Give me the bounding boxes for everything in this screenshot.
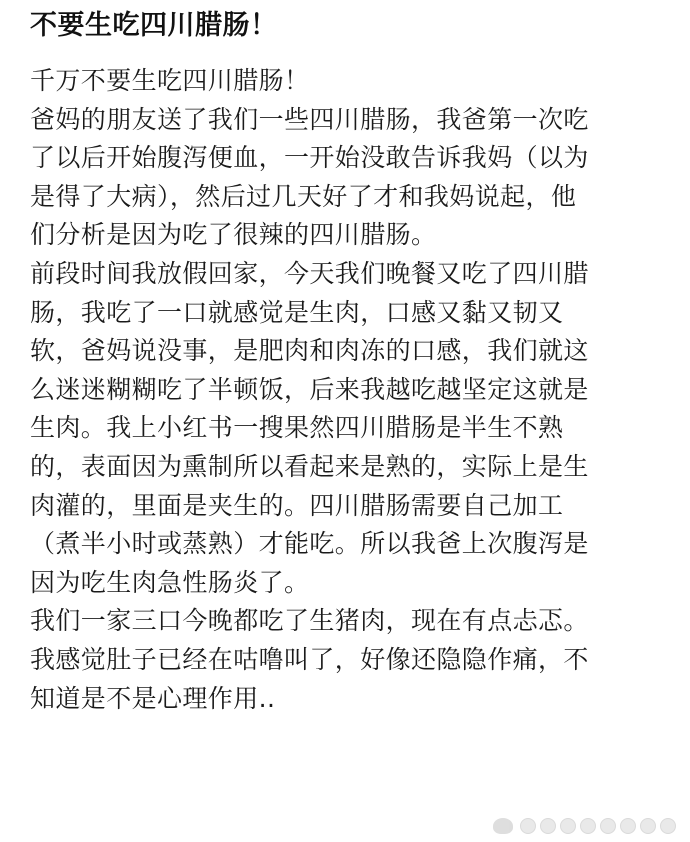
watermark-dot-icon <box>640 818 656 834</box>
body-line: 么迷迷糊糊吃了半顿饭，后来我越吃越坚定这就是 <box>30 374 589 404</box>
body-line: 因为吃生肉急性肠炎了。 <box>30 567 310 597</box>
body-line: 生肉。我上小红书一搜果然四川腊肠是半生不熟 <box>30 413 564 443</box>
watermark-dot-icon <box>520 818 536 834</box>
body-line: 是得了大病），然后过几天好了才和我妈说起，他 <box>30 181 577 211</box>
post-body <box>30 62 670 718</box>
body-line: 前段时间我放假回家，今天我们晚餐又吃了四川腊 <box>30 258 589 288</box>
body-line: 我感觉肚子已经在咕噜叫了，好像还隐隐作痛，不 <box>30 644 589 674</box>
body-line: 肉灌的，里面是夹生的。四川腊肠需要自己加工 <box>30 490 564 520</box>
post-title: 不要生吃四川腊肠！ <box>30 10 278 41</box>
body-line: 爸妈的朋友送了我们一些四川腊肠，我爸第一次吃 <box>30 104 589 134</box>
body-line: 们分析是因为吃了很辣的四川腊肠。 <box>30 220 437 250</box>
post-paragraph <box>30 62 670 718</box>
weibo-watermark <box>493 818 676 834</box>
watermark-dot-icon <box>560 818 576 834</box>
watermark-dot-icon <box>660 818 676 834</box>
watermark-dot-icon <box>600 818 616 834</box>
watermark-dot-icon <box>620 818 636 834</box>
watermark-dot-icon <box>540 818 556 834</box>
body-line: 千万不要生吃四川腊肠！ <box>30 66 310 95</box>
body-line: 了以后开始腹泻便血，一开始没敢告诉我妈（以为 <box>30 143 589 173</box>
body-line: （煮半小时或蒸熟）才能吃。所以我爸上次腹泻是 <box>30 529 589 559</box>
body-line: 知道是不是心理作用.. <box>30 683 276 713</box>
weibo-logo-icon <box>493 818 513 834</box>
body-line: 软，爸妈说没事，是肥肉和肉冻的口感，我们就这 <box>30 336 589 366</box>
body-line: 的，表面因为熏制所以看起来是熟的，实际上是生 <box>30 451 589 481</box>
body-line: 肠，我吃了一口就感觉是生肉，口感又黏又韧又 <box>30 297 564 327</box>
body-line: 我们一家三口今晚都吃了生猪肉，现在有点忐忑。 <box>30 606 589 636</box>
watermark-dot-icon <box>580 818 596 834</box>
